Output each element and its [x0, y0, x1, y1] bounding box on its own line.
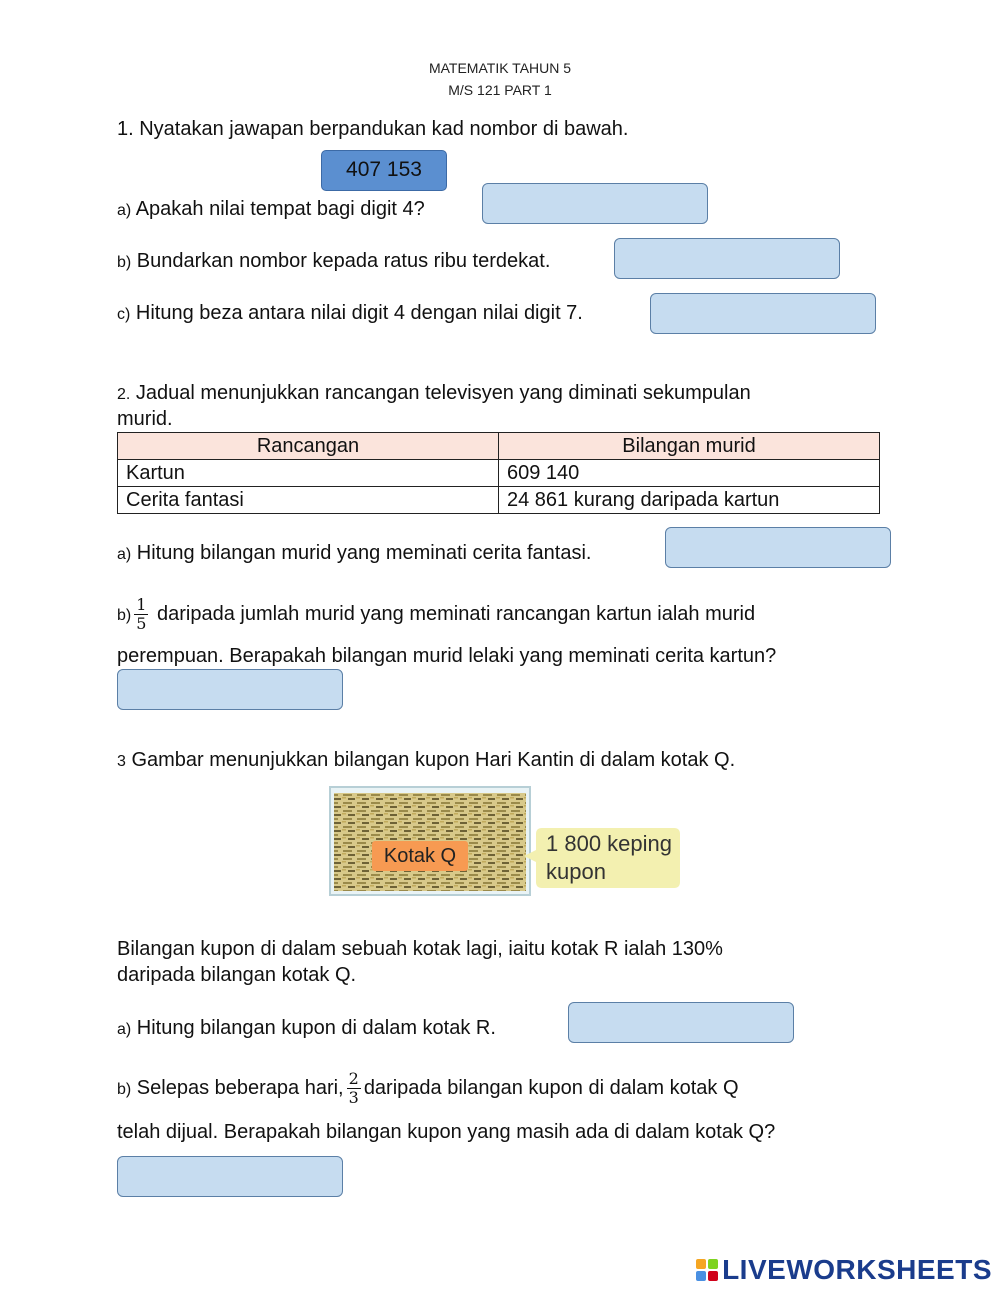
table-cell: 609 140: [499, 460, 880, 487]
logo-text: LIVEWORKSHEETS: [722, 1254, 992, 1285]
q3b-question-pre: Selepas beberapa hari,: [136, 1076, 344, 1099]
q1b-question: Bundarkan nombor kepada ratus ribu terdekat.: [136, 250, 551, 272]
table-header-cell: Rancangan: [118, 433, 499, 460]
callout-text: [546, 830, 672, 886]
number-card: 407 153: [321, 150, 447, 191]
q3-number: 3: [117, 753, 126, 770]
tv-programme-table: [117, 432, 880, 514]
q3-text-line2: daripada bilangan kotak Q.: [117, 964, 357, 986]
q3-text-line1: Bilangan kupon di dalam sebuah kotak lagi, iaitu kotak R ialah 130%: [117, 938, 723, 960]
fraction-denominator: 5: [136, 614, 147, 633]
q3a-text: [117, 1017, 496, 1040]
q2b-label: b): [117, 606, 132, 624]
q3b-label: b): [117, 1080, 132, 1098]
q2-intro: [117, 382, 751, 405]
q1c-label: c): [117, 306, 131, 323]
fraction-denominator: 3: [348, 1088, 359, 1107]
q1b-answer-input[interactable]: [614, 238, 840, 279]
table-cell: Kartun: [118, 460, 499, 487]
q1a-text: [117, 198, 425, 221]
q3a-label: a): [117, 1021, 132, 1038]
callout-line1: 1 800 keping: [546, 831, 672, 856]
q2a-question: Hitung bilangan murid yang meminati cerita fantasi.: [136, 542, 592, 564]
q3a-answer-input[interactable]: [568, 1002, 794, 1043]
q2a-answer-input[interactable]: [665, 527, 891, 568]
worksheet-subtitle: M/S 121 PART 1: [448, 82, 552, 98]
table-header-cell: Bilangan murid: [499, 433, 880, 460]
box-q-label: Kotak Q: [372, 841, 468, 871]
q2b-question-line1: daripada jumlah murid yang meminati rancangan kartun ialah murid: [156, 602, 756, 625]
q3b-text: [117, 1070, 739, 1107]
q1a-question: Apakah nilai tempat bagi digit 4?: [135, 198, 425, 220]
q3b-answer-input[interactable]: [117, 1156, 343, 1197]
q1c-text: [117, 302, 583, 325]
coupon-callout: [520, 822, 682, 890]
q3-intro-text: Gambar menunjukkan bilangan kupon Hari Kantin di dalam kotak Q.: [131, 749, 736, 771]
q2-intro-line2: murid.: [117, 408, 173, 430]
fraction-one-fifth: [134, 596, 148, 633]
fraction-numerator: 1: [136, 595, 147, 614]
q2b-answer-input[interactable]: [117, 669, 343, 710]
worksheet-title: MATEMATIK TAHUN 5: [428, 60, 572, 76]
fraction-numerator: 2: [348, 1069, 359, 1088]
table-cell: Cerita fantasi: [118, 487, 499, 514]
q1a-answer-input[interactable]: [482, 183, 708, 224]
q1-intro: 1. Nyatakan jawapan berpandukan kad nombor di bawah.: [117, 118, 629, 140]
q1c-answer-input[interactable]: [650, 293, 876, 334]
logo-icon: [696, 1259, 718, 1281]
q2a-label: a): [117, 546, 132, 563]
coupon-box-illustration: [328, 785, 532, 897]
table-row: [118, 487, 880, 514]
q2a-text: [117, 542, 591, 565]
q1c-question: Hitung beza antara nilai digit 4 dengan nilai digit 7.: [135, 302, 583, 324]
q2b-text: [117, 596, 755, 633]
q1b-text: [117, 250, 550, 273]
q2-intro-line1: Jadual menunjukkan rancangan televisyen yang diminati sekumpulan: [135, 382, 751, 404]
table-header-row: [118, 433, 880, 460]
q3-intro: [117, 749, 735, 772]
q3b-question-line2: telah dijual. Berapakah bilangan kupon yang masih ada di dalam kotak Q?: [117, 1121, 776, 1143]
q3a-question: Hitung bilangan kupon di dalam kotak R.: [136, 1017, 496, 1039]
q1b-label: b): [117, 254, 132, 271]
q3b-question-post: daripada bilangan kupon di dalam kotak Q: [363, 1076, 739, 1099]
fraction-two-thirds: [347, 1070, 361, 1107]
q2b-question-line2: perempuan. Berapakah bilangan murid lelaki yang meminati cerita kartun?: [117, 645, 777, 667]
table-cell: 24 861 kurang daripada kartun: [499, 487, 880, 514]
callout-line2: kupon: [546, 859, 606, 884]
table-row: [118, 460, 880, 487]
q1a-label: a): [117, 202, 132, 219]
q2-number: 2.: [117, 386, 131, 403]
liveworksheets-logo: [696, 1254, 992, 1286]
